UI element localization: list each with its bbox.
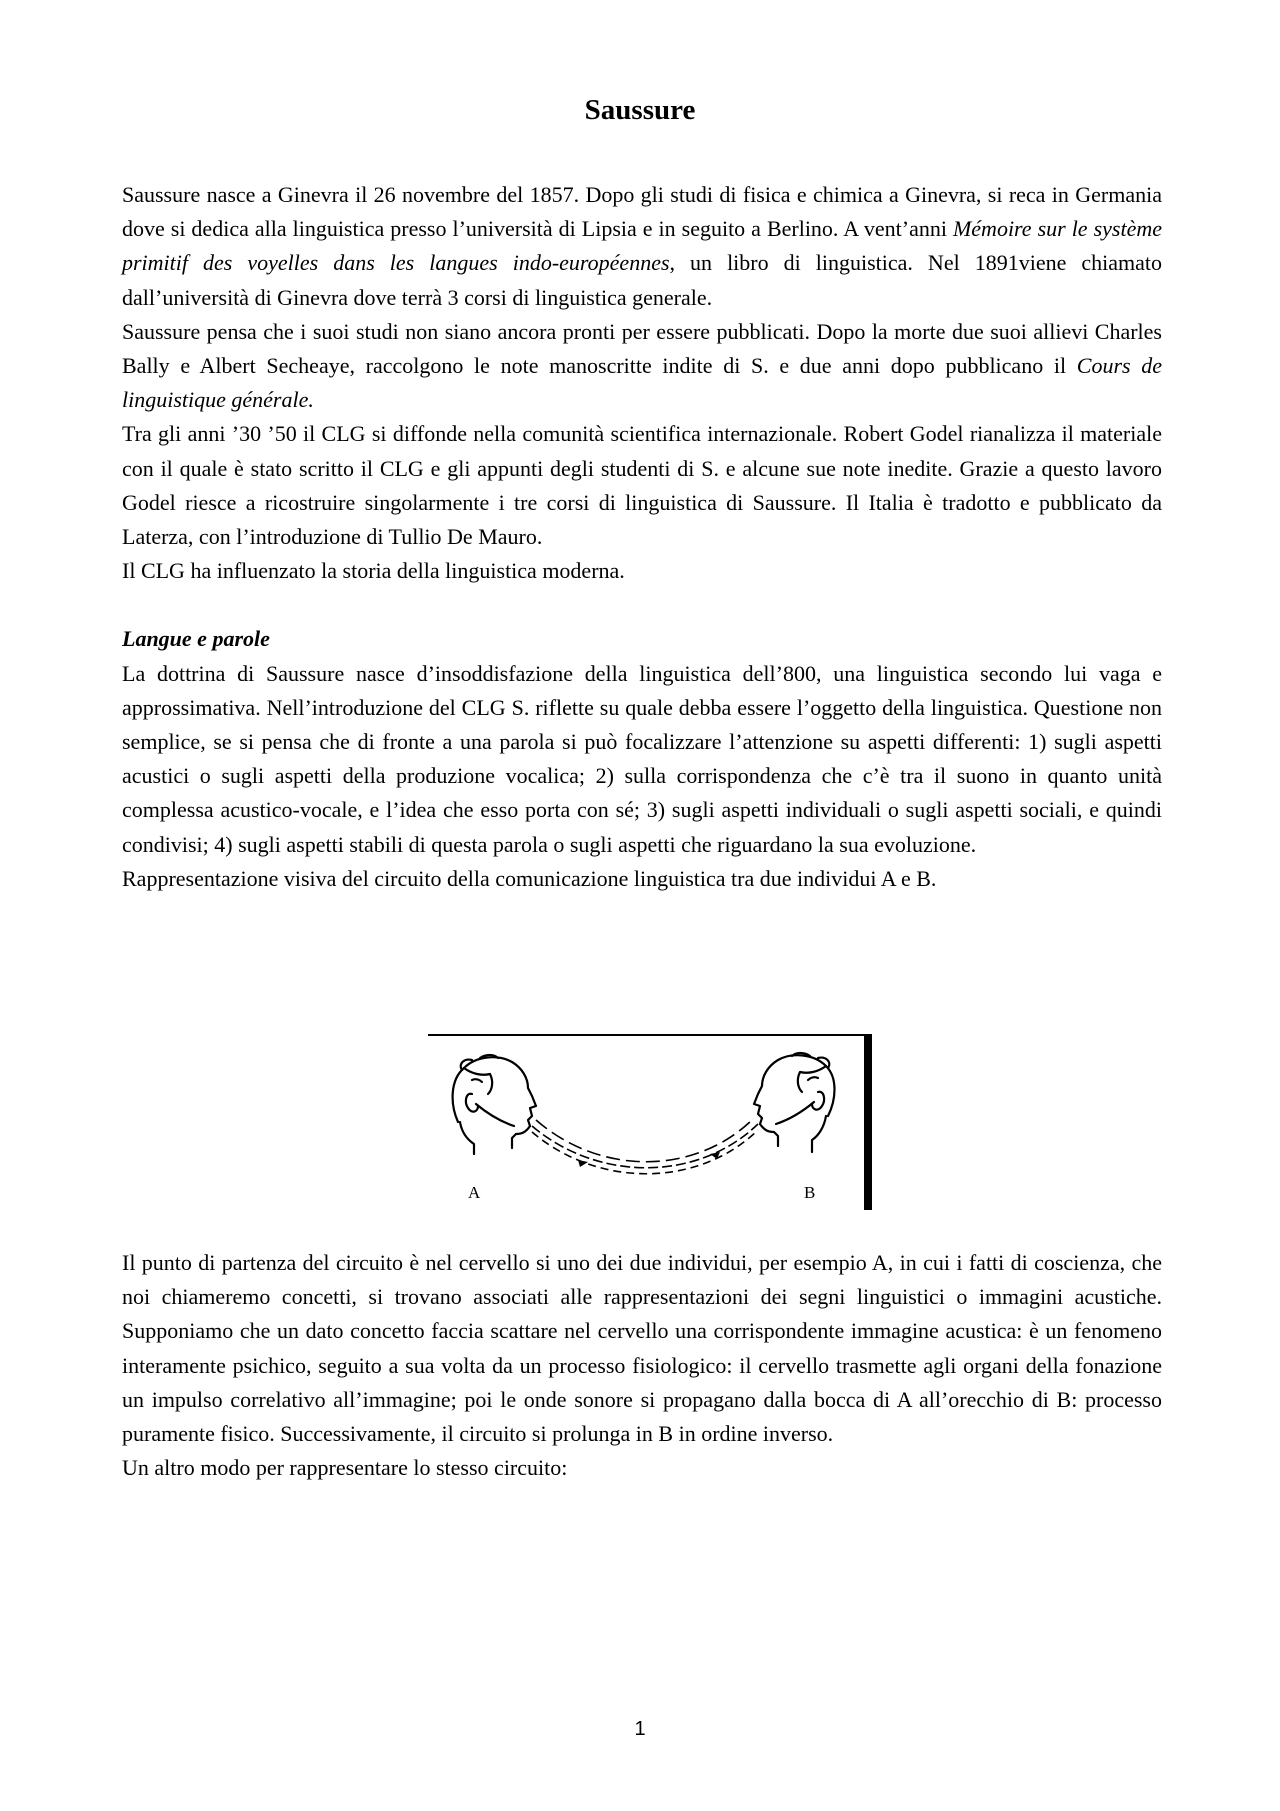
intro-paragraph-2 [122,315,1162,418]
explanation-section [122,1246,1162,1485]
text-run: , un libro di linguistica. Nel 1891viene chiamato dall’università di Ginevra dove terrà 3 corsi di linguistica generale. [122,250,1162,310]
label-a: A [468,1183,481,1202]
figure-right-bar [864,1034,872,1210]
text-run: Saussure nasce a Ginevra il 26 novembre del 1857. Dopo gli studi di fisica e chimica a Ginevra, si reca in Germania dove si dedica alla linguistica presso l’università di Lipsia e in seguito a Berlino. A vent’anni [122,182,1162,242]
explanation-paragraph-1: Il punto di partenza del circuito è nel cervello si uno dei due individui, per esempio A, in cui i fatti di coscienza, che noi chiameremo concetti, si trovano associati alle rappresentazioni dei segni linguistici o immagini acustiche. Supponiamo che un dato concetto faccia scattare nel cervello una corrispondente immagine acustica: è un fenomeno interamente psichico, seguito a sua volta da un processo fisiologico: il cervello trasmette agli organi della fonazione un impulso correlativo all’immagine; poi le onde sonore si propagano dalla bocca di A all’orecchio di B: processo puramente fisico. Successivamente, il circuito si prolunga in B in ordine inverso. [122,1250,1162,1447]
page-number: 1 [634,1718,646,1740]
section-paragraph-2: Rappresentazione visiva del circuito della comunicazione linguistica tra due individui A e B. [122,865,937,891]
intro-paragraph-4: Il CLG ha influenzato la storia della linguistica moderna. [122,558,625,584]
page-title: Saussure [584,94,696,126]
intro-section [122,178,1162,896]
intro-paragraph-3: Tra gli anni ’30 ’50 il CLG si diffonde nella comunità scientifica internazionale. Robert Godel rianalizza il materiale con il quale è stato scritto il CLG e gli appunti degli studenti di S. e alcune sue note inedite. Grazie a questo lavoro Godel riesce a ricostruire singolarmente i tre corsi di linguistica di Saussure. Il Italia è tradotto e pubblicato da Laterza, con l’introduzione di Tullio De Mauro. [122,421,1162,550]
intro-paragraph-1 [122,178,1162,315]
paragraph-gap [122,588,1162,622]
book-title-memoire: Mémoire sur le système primitif des voyelles dans les langues indo-européennes [122,216,1162,276]
text-run: Saussure pensa che i suoi studi non siano ancora pronti per essere pubblicati. Dopo la morte due suoi allievi Charles Bally e Albert Secheaye, raccolgono le note manoscritte indite di S. e due anni dopo pubblicano il [122,318,1162,379]
section-paragraph-1: La dottrina di Saussure nasce d’insoddisfazione della linguistica dell’800, una linguistica secondo lui vaga e approssimativa. Nell’introduzione del CLG S. riflette su quale debba essere l’oggetto della linguistica. Questione non semplice, se si pensa che di fronte a una parola si può focalizzare l’attenzione su aspetti differenti: 1) sugli aspetti acustici o sugli aspetti della produzione vocalica; 2) sulla corrispondenza che c’è tra il suono in quanto unità complessa acustico-vocale, e l’idea che esso porta con sé; 3) sugli aspetti individuali o sugli aspetti sociali, e quindi condivisi; 4) sugli aspetti stabili di questa parola o sugli aspetti che riguardano la sua evoluzione. [122,660,1162,857]
speech-circuit-figure [428,1034,872,1210]
explanation-paragraph-2: Un altro modo per rappresentare lo stesso circuito: [122,1455,568,1481]
label-b: B [804,1183,816,1202]
book-title-cours: Cours de linguistique générale. [122,353,1162,413]
section-heading: Langue e parole [122,626,270,652]
